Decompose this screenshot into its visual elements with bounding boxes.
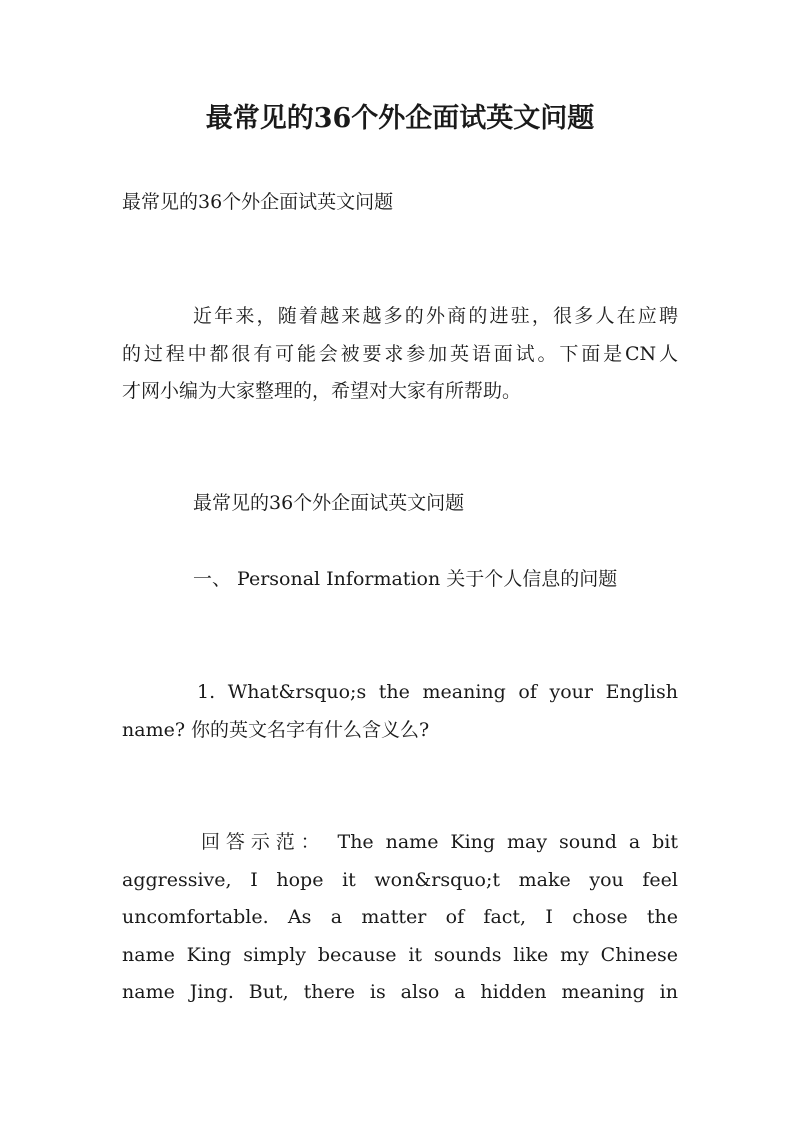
answer-line-3: uncomfortable. As a matter of fact, I chose the [122,906,678,928]
intro-line-1: 近年来，随着越来越多的外商的进驻，很多人在应聘 [193,305,678,327]
section-heading: 最常见的36个外企面试英文问题 [193,492,465,514]
answer-line-4: name King simply because it sounds like my Chinese [122,944,678,966]
answer-line-1: 回答示范： The name King may sound a bit [201,831,678,853]
document-subtitle: 最常见的36个外企面试英文问题 [122,191,394,213]
intro-line-2: 的过程中都很有可能会被要求参加英语面试。下面是CN人 [122,343,678,365]
question-line-1: 1. What&rsquo;s the meaning of your English [197,681,678,703]
part-heading: 一、 Personal Information 关于个人信息的问题 [193,568,618,590]
document-title: 最常见的36个外企面试英文问题 [205,103,595,134]
answer-line-5: name Jing. But, there is also a hidden meaning in [122,981,678,1003]
question-line-2: name? 你的英文名字有什么含义么? [122,719,430,741]
intro-line-3: 才网小编为大家整理的，希望对大家有所帮助。 [122,380,522,402]
answer-line-2: aggressive, I hope it won&rsquo;t make you feel [122,869,678,891]
